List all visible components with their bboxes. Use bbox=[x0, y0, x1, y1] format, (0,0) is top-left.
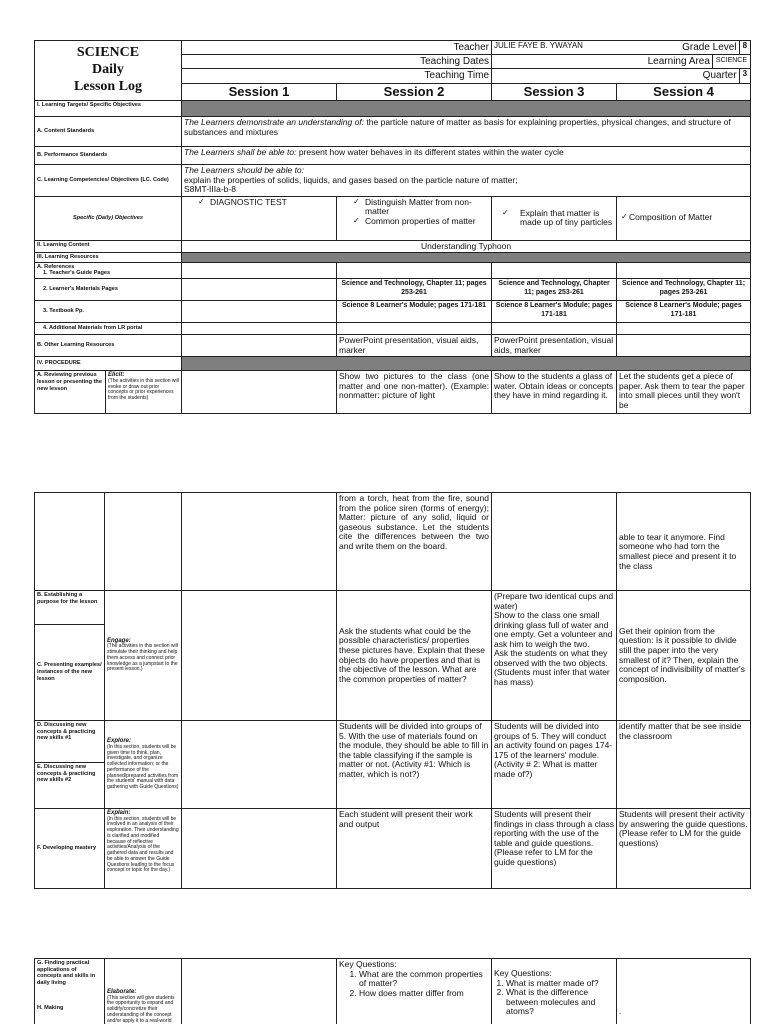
row-bc-session-4-text: Get their opinion from the question: Is it possible to divide still the paper into the very smallest of it? Then, explain the concept of indivisibility of matter's composition. bbox=[619, 625, 745, 684]
row-bc-session-1 bbox=[182, 591, 337, 721]
lesson-log-table-page-3 bbox=[34, 958, 751, 1024]
addl-session-1 bbox=[182, 323, 337, 335]
session-4-header: Session 4 bbox=[617, 83, 751, 101]
engage-title: Engage: bbox=[107, 637, 131, 644]
content-standards-lead: The Learners demonstrate an understanding of: bbox=[184, 117, 365, 128]
area-row bbox=[492, 55, 751, 69]
row-a-cont-session-3 bbox=[492, 493, 617, 591]
row-bc-session-2 bbox=[337, 591, 492, 721]
elicit-title: Elicit: bbox=[108, 372, 125, 379]
row-a-session-3: Show to the students a glass of water. Obtain ideas or concepts they have in mind regarding it. bbox=[492, 371, 617, 414]
row-a-cont-label bbox=[35, 493, 105, 591]
row-de-session-2: Students will be divided into groups of 5. With the use of materials found on the module, they should be able to fill in the table classifying if the sample is matter or not. (Activity #1: Which is matter, which is not?) bbox=[337, 721, 492, 809]
row-g-label: G. Finding practical applications of concepts and skills in daily living bbox=[37, 960, 96, 987]
row-g-session-2 bbox=[337, 959, 492, 1024]
addl-session-3 bbox=[492, 323, 617, 335]
other-session-2: PowerPoint presentation, visual aids, marker bbox=[337, 335, 492, 357]
explore-description: (In this section, students will be given time to think, plan, investigate, and organize collected information; or the performance of the planned/prepared activities from the students' manual with data gathering with Guide Questions) bbox=[107, 743, 179, 791]
lm-session-3: Science and Technology, Chapter 11; pages 253-261 bbox=[492, 279, 617, 301]
learning-content-label: II. Learning Content bbox=[35, 240, 182, 253]
explain-description: (In this section, students will be involved in an analysis of their exploration. Their understanding is clarified and modified because of reflective activities/Analysis of the gathered data and results and be able to answer the Guide Questions leading to the focus concept or topic for the day.) bbox=[107, 815, 179, 874]
grade-value: 8 bbox=[739, 41, 750, 54]
time-label: Teaching Time bbox=[182, 69, 492, 83]
tg-session-3 bbox=[492, 263, 617, 279]
row-f-session-4: Students will present their activity by answering the guide questions. (Please refer to LM for the guide questions) bbox=[617, 809, 751, 889]
references-label: A. References bbox=[37, 264, 75, 271]
lm-session-4: Science and Technology, Chapter 11; pages 253-261 bbox=[617, 279, 751, 301]
competencies-lead: The Learners should be able to: bbox=[184, 165, 305, 176]
lesson-log-table-page-2 bbox=[34, 492, 751, 889]
specific-item: ✓ Distinguish Matter from non-matter bbox=[351, 198, 489, 217]
dates-label: Teaching Dates bbox=[182, 55, 492, 69]
quarter-label: Quarter bbox=[702, 70, 737, 82]
elaborate-box bbox=[105, 959, 182, 1024]
row-f-label: F. Developing mastery bbox=[35, 809, 105, 889]
procedure-band bbox=[182, 357, 751, 371]
content-standards-text: the particle nature of matter as basis for explaining properties, physical changes, and structure of substances and mixtures bbox=[184, 117, 731, 137]
competencies-text: explain the properties of solids, liquids, and gases based on the particle nature of matter; bbox=[184, 174, 518, 185]
specific-objectives-label: Specific (Daily) Objectives bbox=[35, 196, 182, 240]
session-3-header: Session 3 bbox=[492, 83, 617, 101]
row-bc-session-3 bbox=[492, 591, 617, 721]
row-bc-session-4 bbox=[617, 591, 751, 721]
performance-standards-value bbox=[182, 147, 751, 165]
lm-session-1 bbox=[182, 279, 337, 301]
row-f-session-2: Each student will present their work and output bbox=[337, 809, 492, 889]
references-cell bbox=[35, 263, 182, 279]
page-3 bbox=[34, 958, 750, 1024]
key-question-item: 1. What are the common properties of matter? bbox=[359, 970, 489, 989]
resources-band bbox=[182, 253, 751, 263]
performance-standards-text: present how water behaves in its different states within the water cycle bbox=[296, 147, 564, 158]
objectives-band bbox=[182, 101, 751, 117]
session-2-header: Session 2 bbox=[337, 83, 492, 101]
specific-item: ✓ DIAGNOSTIC TEST bbox=[196, 198, 334, 208]
procedure-label: IV. PROCEDURE bbox=[35, 357, 182, 371]
content-standards-value bbox=[182, 117, 751, 147]
content-standards-label: A. Content Standards bbox=[35, 117, 182, 147]
elaborate-description: (This section will give students the opportunity to expand and solidify/concretize their understanding of the concept and/or apply it to a real-world bbox=[107, 994, 175, 1024]
explain-box bbox=[105, 809, 182, 889]
row-f-session-1 bbox=[182, 809, 337, 889]
objectives-label: I. Learning Targets/ Specific Objectives bbox=[35, 101, 182, 117]
tg-session-1 bbox=[182, 263, 337, 279]
row-g-session-4 bbox=[617, 959, 751, 1024]
specific-item: ✓ Composition of Matter bbox=[619, 213, 748, 223]
tg-session-4 bbox=[617, 263, 751, 279]
specific-session-3 bbox=[492, 196, 617, 240]
tb-session-3: Science 8 Learner's Module; pages 171-181 bbox=[492, 301, 617, 323]
competencies-code: S8MT-IIIa-b-8 bbox=[184, 184, 236, 195]
row-e-label: E. Discussing new concepts & practicing new skills #2 bbox=[35, 763, 105, 809]
teachers-guide-label: 1. Teacher's Guide Pages bbox=[43, 270, 111, 277]
tb-session-4: Science 8 Learner's Module; pages 171-181 bbox=[617, 301, 751, 323]
explore-title: Explore: bbox=[107, 738, 132, 745]
performance-standards-lead: The Learners shall be able to: bbox=[184, 147, 297, 158]
tb-session-1 bbox=[182, 301, 337, 323]
learning-resources-label: III. Learning Resources bbox=[35, 253, 182, 263]
specific-session-4 bbox=[617, 196, 751, 240]
row-de-session-1 bbox=[182, 721, 337, 809]
competencies-label: C. Learning Competencies/ Objectives (LC. Code) bbox=[35, 165, 182, 197]
other-resources-label: B. Other Learning Resources bbox=[35, 335, 182, 357]
addl-session-2 bbox=[337, 323, 492, 335]
key-question-item: 2. What is the difference between molecules and atoms? bbox=[506, 988, 614, 1017]
lm-session-2: Science and Technology, Chapter 11; pages 253-261 bbox=[337, 279, 492, 301]
row-a-cont-session-4: able to tear it anymore. Find someone who had torn the smallest piece and present it to the class bbox=[617, 493, 751, 591]
row-a-label-cell bbox=[35, 371, 182, 414]
session-1-header: Session 1 bbox=[182, 83, 337, 101]
teacher-label: Teacher bbox=[182, 41, 492, 55]
learning-content-value: Understanding Typhoon bbox=[182, 240, 751, 253]
tb-session-2: Science 8 Learner's Module; pages 171-181 bbox=[337, 301, 492, 323]
row-g-session-4-text: . bbox=[619, 1006, 622, 1016]
title-line-3: Lesson Log bbox=[73, 78, 143, 94]
dll-title bbox=[35, 41, 182, 101]
other-session-1 bbox=[182, 335, 337, 357]
explain-title: Explain: bbox=[107, 810, 131, 816]
addl-session-4 bbox=[617, 323, 751, 335]
explore-box bbox=[105, 721, 182, 809]
row-a-cont-sidebar bbox=[105, 493, 182, 591]
row-a-session-1 bbox=[182, 371, 337, 414]
key-questions-title: Key Questions: bbox=[339, 959, 397, 969]
elicit-box bbox=[105, 371, 181, 413]
row-g-session-1 bbox=[182, 959, 337, 1024]
row-a-label: A. Reviewing previous lesson or presenting the new lesson bbox=[37, 372, 102, 392]
area-label: Learning Area bbox=[647, 56, 710, 68]
specific-item: ✓ Explain that matter is made up of tiny particles bbox=[500, 209, 614, 228]
title-line-2: Daily bbox=[92, 62, 124, 78]
specific-session-2 bbox=[337, 196, 492, 240]
row-c-label: C. Presenting examples/ instances of the new lesson bbox=[35, 625, 105, 721]
key-questions-title: Key Questions: bbox=[494, 968, 552, 978]
engage-description: (The activities in this section will stimulate their thinking and help them access and connect prior knowledge as a jumpstart to the present lesson.) bbox=[107, 643, 178, 673]
row-a-cont-session-1 bbox=[182, 493, 337, 591]
learners-materials-label: 2. Learner's Materials Pages bbox=[35, 279, 182, 301]
row-g-session-3 bbox=[492, 959, 617, 1024]
row-de-session-3: Students will be divided into groups of 5. They will conduct an activity found on pages 174-175 of the learners' module. (Activity # 2: What is matter made of?) bbox=[492, 721, 617, 809]
row-d-label: D. Discussing new concepts & practicing new skills #1 bbox=[35, 721, 105, 763]
row-a-cont-session-2: from a torch, heat from the fire, sound from the police siren (forms of energy); Matter: picture of any solid, liquid or gaseous substance. Let the students cite the differences between the two and write them on the board. bbox=[337, 493, 492, 591]
key-question-item: 2. How does matter differ from bbox=[359, 989, 489, 999]
textbook-label: 3. Textbook Pp. bbox=[35, 301, 182, 323]
teacher-name: JULIE FAYE B. YWAYAN bbox=[494, 41, 583, 50]
other-session-4 bbox=[617, 335, 751, 357]
tg-session-2 bbox=[337, 263, 492, 279]
other-session-3: PowerPoint presentation, visual aids, marker bbox=[492, 335, 617, 357]
row-b-label: B. Establishing a purpose for the lesson bbox=[35, 591, 105, 625]
performance-standards-label: B. Performance Standards bbox=[35, 147, 182, 165]
row-h-label: H. Making bbox=[37, 1004, 64, 1011]
page-2 bbox=[34, 492, 750, 889]
page-1 bbox=[34, 40, 750, 414]
lesson-log-table-page-1 bbox=[34, 40, 751, 414]
elaborate-title: Elaborate: bbox=[107, 989, 137, 995]
grade-label: Grade Level bbox=[682, 42, 737, 53]
key-question-item: 1. What is matter made of? bbox=[506, 979, 614, 989]
row-gh-label-cell bbox=[35, 959, 105, 1024]
row-bc-session-3-text: (Prepare two identical cups and water) Show to the class one small drinking glass full of water and one empty. Get a volunteer and ask him to weigh the two. Ask the students on what they observed with the two objects. (Students must infer that water has mass) bbox=[494, 591, 614, 687]
elicit-description: (The activities in this section will evoke or draw out prior concepts or prior experiences from the students) bbox=[108, 377, 179, 402]
title-line-1: SCIENCE bbox=[76, 45, 140, 61]
additional-materials-label: 4. Additional Materials from LR portal bbox=[35, 323, 182, 335]
row-a-session-2: Show two pictures to the class (one matter and one non-matter). (Example: nonmatter: picture of light bbox=[337, 371, 492, 414]
quarter-value: 3 bbox=[739, 69, 750, 82]
area-value: SCIENCE bbox=[712, 55, 750, 68]
row-bc-session-2-text: Ask the students what could be the possible characteristics/ properties these pictures have. Explain that these objects do have properties and that is the objective of the lesson. What are the common properties of matter? bbox=[339, 625, 486, 684]
quarter-row bbox=[492, 69, 751, 83]
competencies-value bbox=[182, 165, 751, 197]
teacher-value bbox=[492, 41, 751, 55]
row-de-session-4: identify matter that be see inside the classroom bbox=[617, 721, 751, 809]
row-f-session-3: Students will present their findings in class through a class reporting with the use of the table and guide questions. (Please refer to LM for the guide questions) bbox=[492, 809, 617, 889]
specific-item: ✓ Common properties of matter bbox=[351, 217, 489, 227]
row-a-session-4: Let the students get a piece of paper. Ask them to tear the paper into small pieces until they won't be bbox=[617, 371, 751, 414]
specific-session-1 bbox=[182, 196, 337, 240]
engage-box bbox=[105, 591, 182, 721]
